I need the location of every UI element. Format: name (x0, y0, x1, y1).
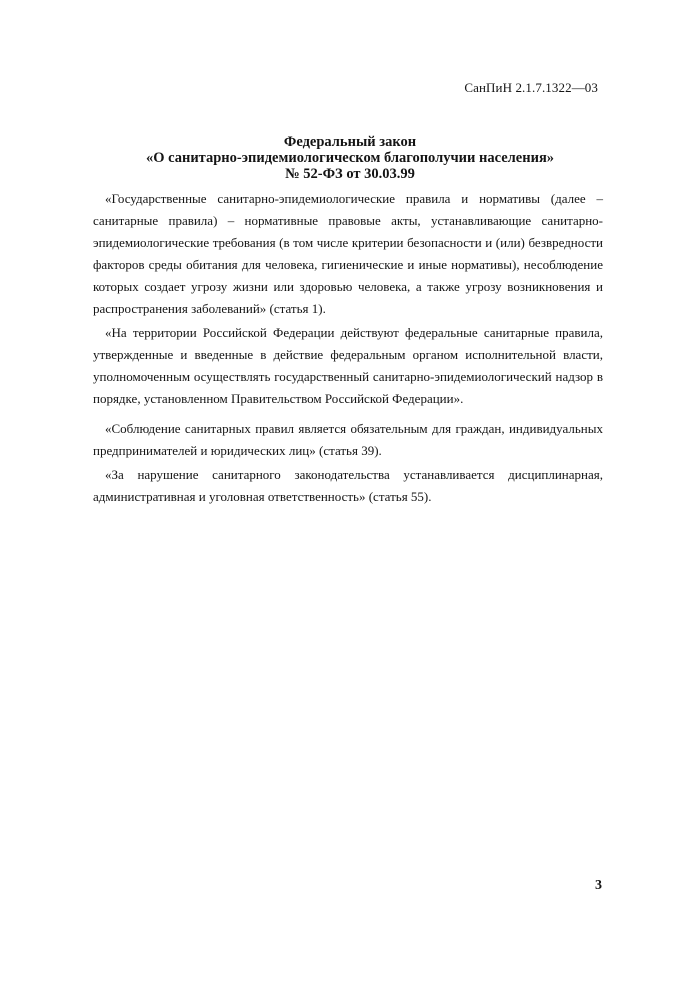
law-excerpts (93, 188, 603, 508)
document-code: СанПиН 2.1.7.1322—03 (464, 80, 598, 95)
law-title-line-1: Федеральный закон (283, 134, 417, 150)
paragraph-article-1: «Государственные санитарно-эпидемиологические правила и нормативы (далее – санитарные правила) – нормативные правовые акты, устанавливающие санитарно-эпидемиологические требования (в том числе критерии безопасности и (или) безвредности факторов среды обитания для человека, гигиенические и иные нормативы), несоблюдение которых создает угрозу жизни или здоровью человека, а также угрозу возникновения и распространения заболеваний» (статья 1). (93, 191, 603, 316)
law-title-line-2: «О санитарно-эпидемиологическом благополучии населения» (145, 150, 555, 166)
law-title-block (100, 134, 600, 182)
paragraph-federal-rules: «На территории Российской Федерации действуют федеральные санитарные правила, утвержденные и введенные в действие федеральным органом исполнительной власти, уполномоченным осуществлять государственный санитарно-эпидемиологический надзор в порядке, установленном Правительством Российской Федерации». (93, 325, 603, 406)
law-title-line-3: № 52-ФЗ от 30.03.99 (285, 166, 415, 182)
paragraph-article-55: «За нарушение санитарного законодательства устанавливается дисциплинарная, административная и уголовная ответственность» (статья 55). (93, 467, 603, 504)
paragraph-article-39: «Соблюдение санитарных правил является обязательным для граждан, индивидуальных предпринимателей и юридических лиц» (статья 39). (93, 421, 603, 458)
page-number: 3 (595, 878, 602, 893)
